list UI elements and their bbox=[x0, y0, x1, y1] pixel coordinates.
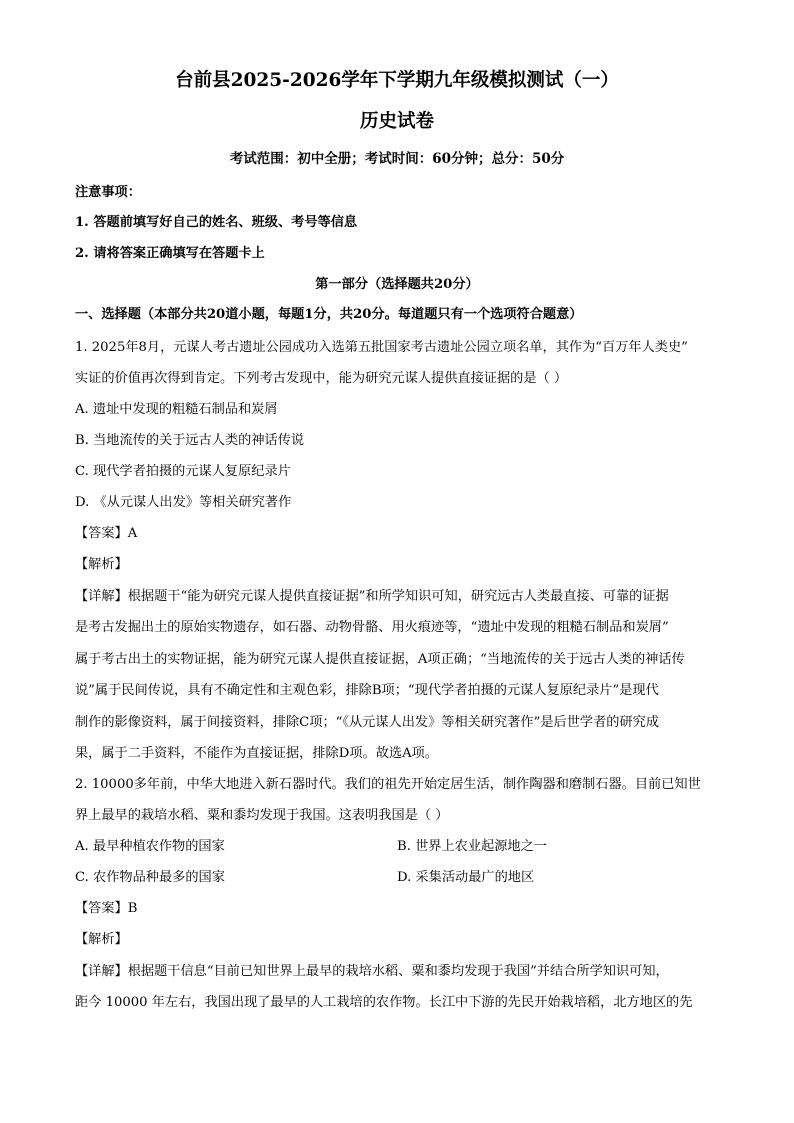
detail-line: 【详解】根据题干信息“目前已知世界上最早的栽培水稻、粟和黍均发现于我国”并结合所学知识可知， bbox=[75, 964, 669, 979]
detail-line: 说”属于民间传说，具有不确定性和主观色彩，排除B项；“现代学者拍摄的元谋人复原纪录片”是现代 bbox=[75, 683, 659, 698]
option-c: C. 现代学者拍摄的元谋人复原纪录片 bbox=[75, 464, 291, 479]
exam-subject: 历史试卷 bbox=[359, 111, 434, 132]
detail-line: 果，属于二手资料，不能作为直接证据，排除D项。故选A项。 bbox=[75, 746, 438, 761]
option-b: B. 当地流传的关于远古人类的神话传说 bbox=[75, 433, 305, 448]
exam-info: 考试范围：初中全册；考试时间：60分钟；总分：50分 bbox=[229, 151, 565, 167]
option-d: D. 《从元谋人出发》等相关研究著作 bbox=[75, 495, 292, 510]
option-a: A. 遗址中发现的粗糙石制品和炭屑 bbox=[75, 402, 278, 417]
question-stem: 实证的价值再次得到肯定。下列考古发现中，能为研究元谋人提供直接证据的是（ ） bbox=[75, 371, 568, 386]
detail-line: 是考古发掘出土的原始实物遗存，如石器、动物骨骼、用火痕迹等，“遗址中发现的粗糙石制品和炭屑” bbox=[75, 620, 669, 635]
detail-line: 距今 10000 年左右，我国出现了最早的人工栽培的农作物。长江中下游的先民开始栽培稻，北方地区的先 bbox=[75, 995, 693, 1010]
detail-line: 属于考古出土的实物证据，能为研究元谋人提供直接证据，A项正确；“当地流传的关于远古人类的神话传 bbox=[75, 652, 685, 667]
detail-line: 制作的影像资料，属于间接资料，排除C项；“《从元谋人出发》等相关研究著作”是后世学者的研究成 bbox=[75, 715, 660, 730]
notes-heading: 注意事项： bbox=[75, 185, 141, 200]
option-d: D. 采集活动最广的地区 bbox=[397, 870, 535, 885]
note-item: 1. 答题前填写好自己的姓名、班级、考号等信息 bbox=[75, 215, 358, 230]
option-b: B. 世界上农业起源地之一 bbox=[397, 839, 547, 854]
question-stem: 界上最早的栽培水稻、粟和黍均发现于我国。这表明我国是（ ） bbox=[75, 808, 449, 823]
part-title: 第一部分（选择题共20分） bbox=[315, 277, 479, 292]
exam-title: 台前县2025-2026学年下学期九年级模拟测试（一） bbox=[175, 70, 619, 91]
analysis-heading: 【解析】 bbox=[75, 557, 128, 572]
question-stem: 2. 10000多年前，中华大地进入新石器时代。我们的祖先开始定居生活，制作陶器和磨制石器。目前已知世 bbox=[75, 777, 701, 792]
question-stem: 1. 2025年8月，元谋人考古遗址公园成功入选第五批国家考古遗址公园立项名单，其作为“百万年人类史” bbox=[75, 340, 688, 355]
section-heading: 一、选择题（本部分共20道小题，每题1分，共20分。每道题只有一个选项符合题意） bbox=[75, 307, 583, 322]
detail-line: 【详解】根据题干“能为研究元谋人提供直接证据”和所学知识可知，研究远古人类最直接、可靠的证据 bbox=[75, 589, 669, 604]
note-item: 2. 请将答案正确填写在答题卡上 bbox=[75, 246, 265, 261]
analysis-heading: 【解析】 bbox=[75, 932, 128, 947]
answer: 【答案】B bbox=[75, 901, 138, 916]
answer: 【答案】A bbox=[75, 526, 138, 541]
option-a: A. 最早种植农作物的国家 bbox=[75, 839, 225, 854]
option-c: C. 农作物品种最多的国家 bbox=[75, 870, 225, 885]
